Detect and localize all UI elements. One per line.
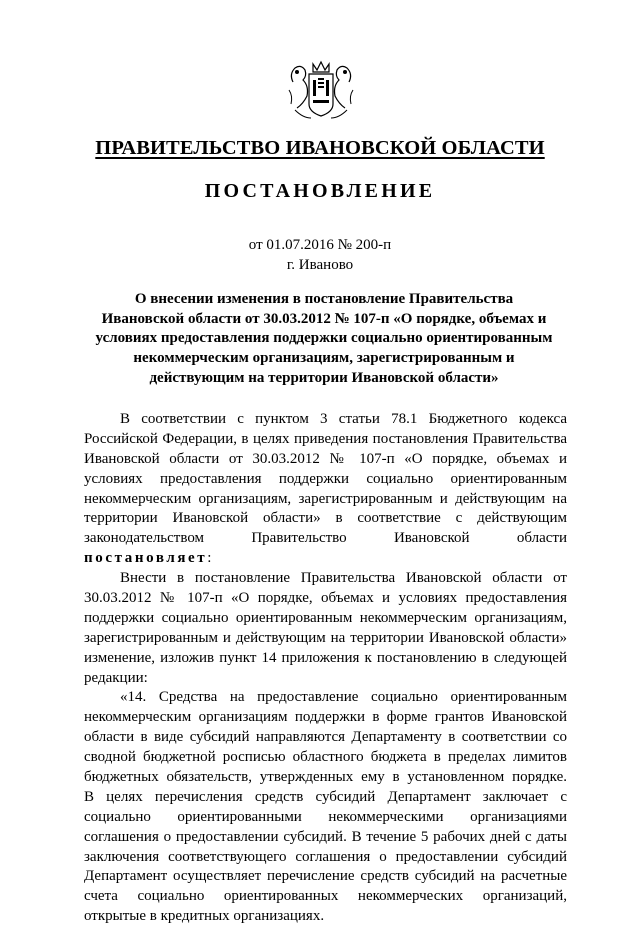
body-line: территории Ивановской области» в соответствие с действующим [84,510,567,527]
decree-line [84,549,567,569]
title-line: некоммерческим организациям, зарегистрированным и [133,350,515,367]
decree-word: постановляет [84,550,208,567]
title-line: условиях предоставления поддержки социально ориентированным [95,330,553,347]
body-line: В целях перечисления средств субсидий Департамент заключает с [84,788,567,805]
body-line: социально ориентированными некоммерческими организациями [84,808,567,825]
body-line: Российской Федерации, в целях приведения постановления Правительства [84,430,567,447]
body-line: области в виде субсидий направляются Департаменту в соответствии со [84,729,567,746]
government-title: ПРАВИТЕЛЬСТВО ИВАНОВСКОЙ ОБЛАСТИ [95,137,545,159]
body-line: зарегистрированным и действующим на территории Ивановской области» [84,629,567,646]
body-line: некоммерческим организациям поддержки в форме грантов Ивановской [84,709,567,726]
body-line: поддержки социально ориентированным некоммерческим организациям, [84,609,567,626]
body-line: некоммерческим организациям, зарегистрированным и действующим на [84,490,567,507]
body-line: Внести в постановление Правительства Ивановской области от [120,570,567,587]
body-line: «14. Средства на предоставление социально ориентированным [120,689,567,706]
body-line: 30.03.2012 № 107-п «О порядке, объемах и условиях предоставления [84,590,567,607]
document-subject-title [84,290,564,389]
decree-colon: : [207,550,212,567]
document-body [84,410,567,927]
body-line: редакции: [84,669,148,686]
title-line: О внесении изменения в постановление Правительства [134,291,514,307]
body-line: В соответствии с пунктом 3 статьи 78.1 Бюджетного кодекса [120,411,567,427]
body-line: открытые в кредитных организациях. [84,908,325,925]
document-city: г. Иваново [286,257,354,273]
body-line: законодательством Правительство Ивановской области [84,530,567,547]
body-line: счета социально ориентированных некоммерческих организаций, [84,888,567,905]
body-line: соглашения о предоставлении субсидий. В течение 5 рабочих дней с даты [84,828,567,845]
document-date-number: от 01.07.2016 № 200-п [248,237,392,253]
body-line: изменение, изложив пункт 14 приложения к постановлению в следующей [84,649,567,666]
coat-of-arms-icon [285,60,357,122]
body-line: сводной бюджетной росписью областного бюджета в пределах лимитов [84,749,567,766]
body-line: Департамент осуществляет перечисление средств субсидий на расчетные [84,868,567,885]
document-type-heading: ПОСТАНОВЛЕНИЕ [204,180,436,202]
body-line: Ивановской области от 30.03.2012 № 107-п «О порядке, объемах и [84,450,567,467]
title-line: Ивановской области от 30.03.2012 № 107-п «О порядке, объемах и [101,310,547,327]
body-line: бюджетных обязательств, утвержденных ему в установленном порядке. [84,769,567,786]
body-line: условиях предоставления поддержки социально ориентированным [84,470,567,487]
title-line: действующим на территории Ивановской области» [149,369,499,386]
body-line: заключения соответствующего соглашения о предоставлении субсидий [84,848,567,865]
